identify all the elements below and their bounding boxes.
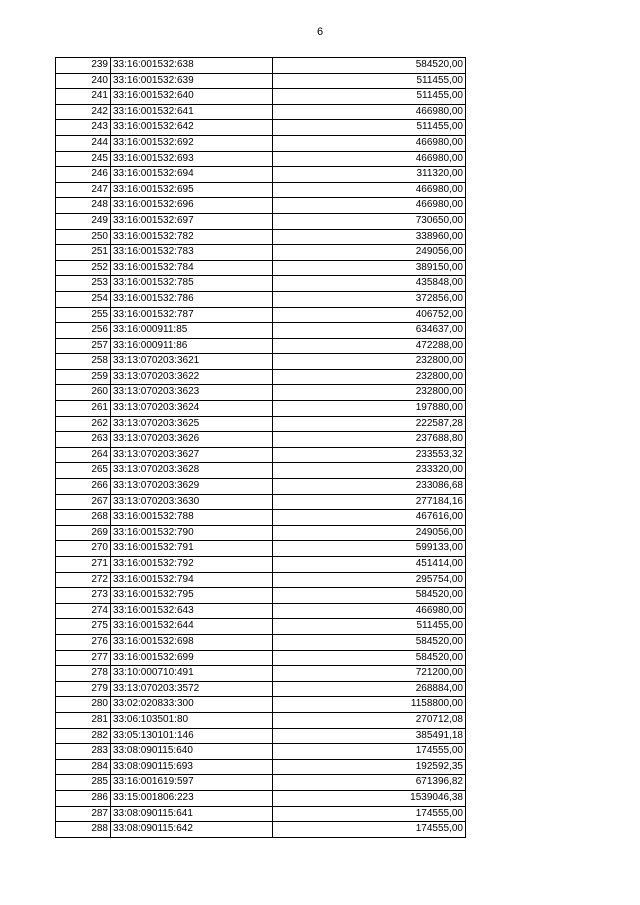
table-row xyxy=(56,354,466,370)
cadastral-value-cell: 467616,00 xyxy=(273,510,466,526)
cadastral-number-cell: 33:16:001532:640 xyxy=(111,89,273,105)
table-row xyxy=(56,822,466,838)
table-row xyxy=(56,572,466,588)
cadastral-number-cell: 33:13:070203:3625 xyxy=(111,416,273,432)
cadastral-value-cell: 584520,00 xyxy=(273,588,466,604)
cadastral-value-cell: 511455,00 xyxy=(273,120,466,136)
cadastral-number-cell: 33:16:001532:695 xyxy=(111,182,273,198)
row-number-cell: 288 xyxy=(56,822,111,838)
row-number-cell: 246 xyxy=(56,167,111,183)
cadastral-value-cell: 584520,00 xyxy=(273,634,466,650)
table-row xyxy=(56,401,466,417)
cadastral-value-cell: 232800,00 xyxy=(273,385,466,401)
row-number-cell: 280 xyxy=(56,697,111,713)
row-number-cell: 270 xyxy=(56,541,111,557)
row-number-cell: 260 xyxy=(56,385,111,401)
table-body xyxy=(56,58,466,838)
table-row xyxy=(56,759,466,775)
cadastral-value-cell: 1158800,00 xyxy=(273,697,466,713)
table-row xyxy=(56,634,466,650)
table-row xyxy=(56,697,466,713)
cadastral-value-cell: 671396,82 xyxy=(273,775,466,791)
cadastral-number-cell: 33:16:001532:782 xyxy=(111,229,273,245)
cadastral-number-cell: 33:08:090115:693 xyxy=(111,759,273,775)
row-number-cell: 261 xyxy=(56,401,111,417)
page-number: 6 xyxy=(316,26,324,38)
cadastral-number-cell: 33:16:001532:642 xyxy=(111,120,273,136)
row-number-cell: 240 xyxy=(56,73,111,89)
table-row xyxy=(56,541,466,557)
cadastral-number-cell: 33:16:001532:693 xyxy=(111,151,273,167)
row-number-cell: 278 xyxy=(56,666,111,682)
cadastral-number-cell: 33:16:001532:786 xyxy=(111,291,273,307)
cadastral-number-cell: 33:16:001532:692 xyxy=(111,135,273,151)
cadastral-value-cell: 389150,00 xyxy=(273,260,466,276)
cadastral-value-cell: 466980,00 xyxy=(273,603,466,619)
cadastral-value-table xyxy=(55,57,466,838)
row-number-cell: 247 xyxy=(56,182,111,198)
cadastral-value-cell: 249056,00 xyxy=(273,245,466,261)
table-row xyxy=(56,276,466,292)
table-row xyxy=(56,666,466,682)
row-number-cell: 282 xyxy=(56,728,111,744)
row-number-cell: 281 xyxy=(56,712,111,728)
row-number-cell: 256 xyxy=(56,323,111,339)
row-number-cell: 266 xyxy=(56,479,111,495)
table-row xyxy=(56,323,466,339)
row-number-cell: 253 xyxy=(56,276,111,292)
row-number-cell: 242 xyxy=(56,104,111,120)
row-number-cell: 279 xyxy=(56,681,111,697)
table-row xyxy=(56,135,466,151)
row-number-cell: 275 xyxy=(56,619,111,635)
cadastral-number-cell: 33:13:070203:3572 xyxy=(111,681,273,697)
cadastral-value-cell: 372856,00 xyxy=(273,291,466,307)
row-number-cell: 243 xyxy=(56,120,111,136)
row-number-cell: 257 xyxy=(56,338,111,354)
row-number-cell: 244 xyxy=(56,135,111,151)
cadastral-value-cell: 232800,00 xyxy=(273,354,466,370)
table-row xyxy=(56,120,466,136)
cadastral-value-cell: 232800,00 xyxy=(273,369,466,385)
table-row xyxy=(56,619,466,635)
cadastral-number-cell: 33:13:070203:3628 xyxy=(111,463,273,479)
table-row xyxy=(56,557,466,573)
cadastral-number-cell: 33:16:001532:792 xyxy=(111,557,273,573)
table-row xyxy=(56,229,466,245)
cadastral-number-cell: 33:16:001532:791 xyxy=(111,541,273,557)
row-number-cell: 276 xyxy=(56,634,111,650)
table-row xyxy=(56,416,466,432)
cadastral-number-cell: 33:16:001532:795 xyxy=(111,588,273,604)
row-number-cell: 284 xyxy=(56,759,111,775)
table-row xyxy=(56,432,466,448)
table-row xyxy=(56,650,466,666)
cadastral-number-cell: 33:13:070203:3629 xyxy=(111,479,273,495)
row-number-cell: 258 xyxy=(56,354,111,370)
row-number-cell: 259 xyxy=(56,369,111,385)
row-number-cell: 265 xyxy=(56,463,111,479)
cadastral-number-cell: 33:08:090115:642 xyxy=(111,822,273,838)
cadastral-number-cell: 33:16:001532:790 xyxy=(111,525,273,541)
row-number-cell: 252 xyxy=(56,260,111,276)
cadastral-value-cell: 174555,00 xyxy=(273,822,466,838)
row-number-cell: 269 xyxy=(56,525,111,541)
cadastral-value-cell: 197880,00 xyxy=(273,401,466,417)
table-row xyxy=(56,338,466,354)
cadastral-number-cell: 33:08:090115:640 xyxy=(111,744,273,760)
cadastral-number-cell: 33:13:070203:3630 xyxy=(111,494,273,510)
cadastral-value-cell: 466980,00 xyxy=(273,198,466,214)
row-number-cell: 287 xyxy=(56,806,111,822)
cadastral-value-cell: 385491,18 xyxy=(273,728,466,744)
cadastral-value-cell: 295754,00 xyxy=(273,572,466,588)
row-number-cell: 272 xyxy=(56,572,111,588)
cadastral-number-cell: 33:13:070203:3623 xyxy=(111,385,273,401)
cadastral-number-cell: 33:13:070203:3622 xyxy=(111,369,273,385)
cadastral-number-cell: 33:08:090115:641 xyxy=(111,806,273,822)
cadastral-number-cell: 33:16:001532:787 xyxy=(111,307,273,323)
row-number-cell: 267 xyxy=(56,494,111,510)
cadastral-value-cell: 584520,00 xyxy=(273,650,466,666)
cadastral-number-cell: 33:10:000710:491 xyxy=(111,666,273,682)
cadastral-number-cell: 33:13:070203:3626 xyxy=(111,432,273,448)
table-row xyxy=(56,89,466,105)
cadastral-value-cell: 584520,00 xyxy=(273,58,466,74)
cadastral-value-cell: 277184,16 xyxy=(273,494,466,510)
table-row xyxy=(56,58,466,74)
table-row xyxy=(56,151,466,167)
cadastral-value-cell: 511455,00 xyxy=(273,89,466,105)
cadastral-value-cell: 466980,00 xyxy=(273,104,466,120)
row-number-cell: 264 xyxy=(56,447,111,463)
cadastral-number-cell: 33:05:130101:146 xyxy=(111,728,273,744)
table-row xyxy=(56,245,466,261)
cadastral-number-cell: 33:16:001532:639 xyxy=(111,73,273,89)
row-number-cell: 277 xyxy=(56,650,111,666)
table-row xyxy=(56,744,466,760)
cadastral-number-cell: 33:13:070203:3624 xyxy=(111,401,273,417)
cadastral-number-cell: 33:16:001532:697 xyxy=(111,213,273,229)
row-number-cell: 271 xyxy=(56,557,111,573)
cadastral-number-cell: 33:16:001532:783 xyxy=(111,245,273,261)
cadastral-number-cell: 33:16:001532:696 xyxy=(111,198,273,214)
cadastral-number-cell: 33:02:020833:300 xyxy=(111,697,273,713)
cadastral-value-cell: 233320,00 xyxy=(273,463,466,479)
cadastral-number-cell: 33:16:001619:597 xyxy=(111,775,273,791)
cadastral-number-cell: 33:16:001532:785 xyxy=(111,276,273,292)
cadastral-value-cell: 435848,00 xyxy=(273,276,466,292)
table-row xyxy=(56,728,466,744)
cadastral-value-cell: 311320,00 xyxy=(273,167,466,183)
cadastral-value-cell: 451414,00 xyxy=(273,557,466,573)
row-number-cell: 268 xyxy=(56,510,111,526)
row-number-cell: 255 xyxy=(56,307,111,323)
table-row xyxy=(56,806,466,822)
cadastral-value-cell: 174555,00 xyxy=(273,744,466,760)
row-number-cell: 245 xyxy=(56,151,111,167)
row-number-cell: 250 xyxy=(56,229,111,245)
row-number-cell: 248 xyxy=(56,198,111,214)
row-number-cell: 241 xyxy=(56,89,111,105)
table-row xyxy=(56,260,466,276)
table-row xyxy=(56,198,466,214)
row-number-cell: 286 xyxy=(56,790,111,806)
table-row xyxy=(56,463,466,479)
cadastral-number-cell: 33:16:001532:643 xyxy=(111,603,273,619)
table-row xyxy=(56,447,466,463)
table-row xyxy=(56,603,466,619)
row-number-cell: 239 xyxy=(56,58,111,74)
cadastral-number-cell: 33:13:070203:3621 xyxy=(111,354,273,370)
cadastral-value-cell: 511455,00 xyxy=(273,73,466,89)
cadastral-number-cell: 33:16:000911:86 xyxy=(111,338,273,354)
cadastral-value-cell: 599133,00 xyxy=(273,541,466,557)
cadastral-value-cell: 730650,00 xyxy=(273,213,466,229)
row-number-cell: 251 xyxy=(56,245,111,261)
cadastral-value-cell: 1539046,38 xyxy=(273,790,466,806)
cadastral-value-cell: 222587,28 xyxy=(273,416,466,432)
cadastral-number-cell: 33:16:000911:85 xyxy=(111,323,273,339)
row-number-cell: 254 xyxy=(56,291,111,307)
row-number-cell: 262 xyxy=(56,416,111,432)
table-row xyxy=(56,775,466,791)
row-number-cell: 273 xyxy=(56,588,111,604)
cadastral-number-cell: 33:16:001532:794 xyxy=(111,572,273,588)
row-number-cell: 285 xyxy=(56,775,111,791)
table-row xyxy=(56,167,466,183)
cadastral-value-cell: 466980,00 xyxy=(273,135,466,151)
table-row xyxy=(56,73,466,89)
cadastral-value-cell: 338960,00 xyxy=(273,229,466,245)
cadastral-number-cell: 33:16:001532:644 xyxy=(111,619,273,635)
table-row xyxy=(56,681,466,697)
row-number-cell: 263 xyxy=(56,432,111,448)
cadastral-number-cell: 33:16:001532:641 xyxy=(111,104,273,120)
cadastral-value-cell: 268884,00 xyxy=(273,681,466,697)
cadastral-value-cell: 233553,32 xyxy=(273,447,466,463)
table-row xyxy=(56,588,466,604)
row-number-cell: 274 xyxy=(56,603,111,619)
cadastral-value-cell: 270712,08 xyxy=(273,712,466,728)
table-row xyxy=(56,494,466,510)
cadastral-number-cell: 33:06:103501:80 xyxy=(111,712,273,728)
table-row xyxy=(56,712,466,728)
cadastral-number-cell: 33:16:001532:784 xyxy=(111,260,273,276)
cadastral-value-cell: 511455,00 xyxy=(273,619,466,635)
table-row xyxy=(56,790,466,806)
table-row xyxy=(56,307,466,323)
cadastral-number-cell: 33:13:070203:3627 xyxy=(111,447,273,463)
table-row xyxy=(56,182,466,198)
cadastral-number-cell: 33:16:001532:788 xyxy=(111,510,273,526)
cadastral-value-cell: 174555,00 xyxy=(273,806,466,822)
row-number-cell: 249 xyxy=(56,213,111,229)
table-row xyxy=(56,525,466,541)
cadastral-number-cell: 33:16:001532:698 xyxy=(111,634,273,650)
cadastral-value-cell: 237688,80 xyxy=(273,432,466,448)
cadastral-value-cell: 406752,00 xyxy=(273,307,466,323)
cadastral-value-cell: 634637,00 xyxy=(273,323,466,339)
cadastral-value-cell: 466980,00 xyxy=(273,182,466,198)
cadastral-value-cell: 249056,00 xyxy=(273,525,466,541)
cadastral-number-cell: 33:15:001806:223 xyxy=(111,790,273,806)
table-row xyxy=(56,291,466,307)
table-row xyxy=(56,385,466,401)
row-number-cell: 283 xyxy=(56,744,111,760)
cadastral-number-cell: 33:16:001532:699 xyxy=(111,650,273,666)
cadastral-number-cell: 33:16:001532:694 xyxy=(111,167,273,183)
cadastral-value-cell: 233086,68 xyxy=(273,479,466,495)
cadastral-number-cell: 33:16:001532:638 xyxy=(111,58,273,74)
cadastral-value-cell: 466980,00 xyxy=(273,151,466,167)
table-row xyxy=(56,369,466,385)
table-row xyxy=(56,479,466,495)
cadastral-value-cell: 192592,35 xyxy=(273,759,466,775)
table-row xyxy=(56,510,466,526)
table-row xyxy=(56,104,466,120)
table-row xyxy=(56,213,466,229)
cadastral-value-cell: 472288,00 xyxy=(273,338,466,354)
cadastral-value-cell: 721200,00 xyxy=(273,666,466,682)
